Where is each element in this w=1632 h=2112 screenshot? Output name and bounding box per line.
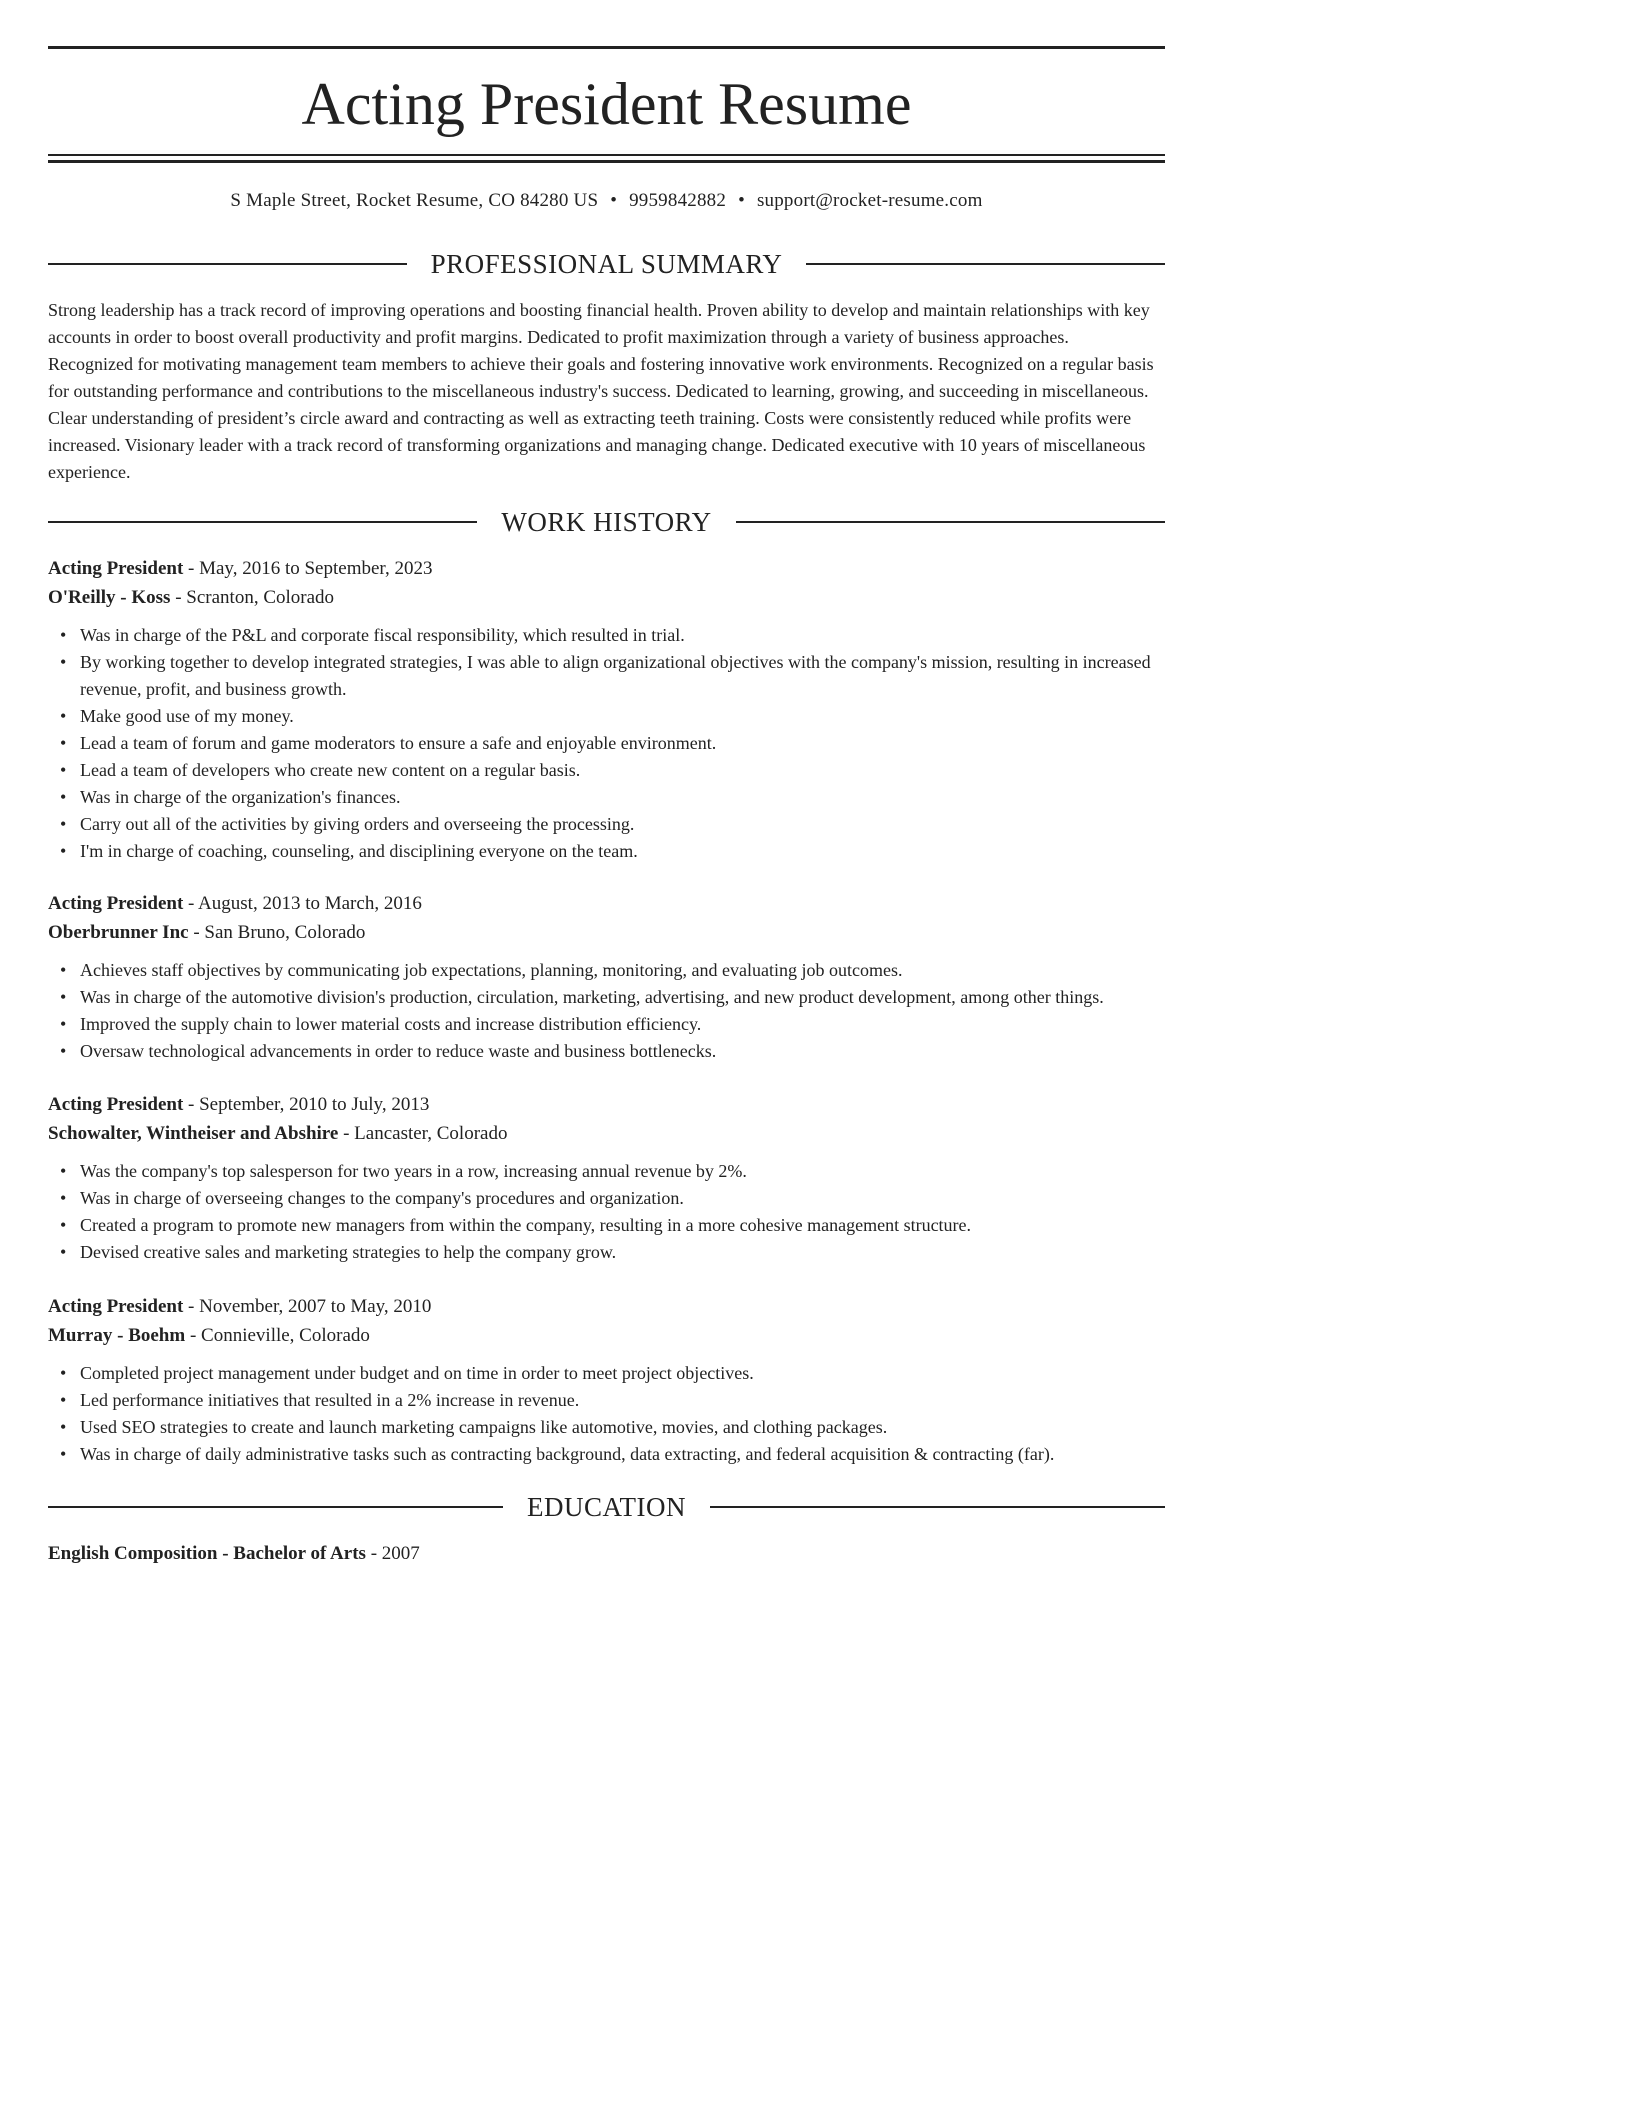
list-item bbox=[60, 811, 1165, 838]
list-item bbox=[60, 622, 1165, 649]
bullet-icon: • bbox=[60, 841, 67, 861]
bullet-text: Was in charge of daily administrative tasks such as contracting background, data extracting, and federal acquisition & contracting (far). bbox=[80, 1444, 1055, 1464]
list-item bbox=[60, 1387, 1165, 1414]
bullet-icon: • bbox=[60, 987, 67, 1007]
job-title: Acting President bbox=[48, 1296, 184, 1317]
bullet-text: Led performance initiatives that resulted in a 2% increase in revenue. bbox=[80, 1390, 580, 1410]
section-rule-left bbox=[48, 521, 477, 523]
job-location: - Scranton, Colorado bbox=[170, 586, 335, 608]
bullet-text: Was in charge of overseeing changes to the company's procedures and organization. bbox=[80, 1188, 684, 1208]
contact-phone: 9959842882 bbox=[629, 190, 727, 211]
list-item bbox=[60, 757, 1165, 784]
bullet-text: Was in charge of the organization's finances. bbox=[80, 787, 401, 807]
job-company-line bbox=[48, 1120, 1165, 1149]
section-title: PROFESSIONAL SUMMARY bbox=[430, 249, 783, 279]
bullet-text: Devised creative sales and marketing strategies to help the company grow. bbox=[80, 1242, 617, 1262]
contact-separator: • bbox=[738, 190, 745, 211]
list-item bbox=[60, 1414, 1165, 1441]
job-title: Acting President bbox=[48, 558, 184, 579]
job-company-line bbox=[48, 584, 1165, 613]
bullet-text: Was in charge of the P&L and corporate fiscal responsibility, which resulted in trial. bbox=[80, 625, 685, 645]
bullet-text: Carry out all of the activities by giving orders and overseeing the processing. bbox=[80, 814, 635, 834]
bullet-text: Was in charge of the automotive division's production, circulation, marketing, advertising, and new product development, among other things. bbox=[80, 987, 1104, 1007]
bullet-icon: • bbox=[60, 1363, 67, 1383]
list-item bbox=[60, 649, 1165, 703]
top-rule bbox=[48, 46, 1165, 49]
bullet-text: Improved the supply chain to lower material costs and increase distribution efficiency. bbox=[80, 1014, 702, 1034]
bullet-icon: • bbox=[60, 625, 67, 645]
list-item bbox=[60, 1360, 1165, 1387]
section-title: WORK HISTORY bbox=[501, 507, 712, 537]
education-entry bbox=[48, 1541, 1165, 1567]
bullet-icon: • bbox=[60, 814, 67, 834]
list-item bbox=[60, 838, 1165, 865]
contact-separator: • bbox=[610, 190, 618, 211]
job-bullet-list bbox=[48, 957, 1165, 1065]
job-dates: - September, 2010 to July, 2013 bbox=[183, 1094, 430, 1115]
job-company: Oberbrunner Inc bbox=[48, 921, 189, 943]
job-company: O'Reilly - Koss bbox=[48, 586, 171, 608]
job-title-line bbox=[48, 1293, 1165, 1322]
list-item bbox=[60, 703, 1165, 730]
job-company: Murray - Boehm bbox=[48, 1324, 186, 1346]
job-location: - Connieville, Colorado bbox=[185, 1324, 370, 1346]
list-item bbox=[60, 1158, 1165, 1185]
job-title-line bbox=[48, 890, 1165, 919]
job-title: Acting President bbox=[48, 893, 184, 914]
job-company: Schowalter, Wintheiser and Abshire bbox=[48, 1122, 339, 1144]
bullet-icon: • bbox=[60, 652, 67, 672]
bullet-text: Oversaw technological advancements in order to reduce waste and business bottlenecks. bbox=[80, 1041, 717, 1061]
list-item bbox=[60, 1212, 1165, 1239]
list-item bbox=[60, 730, 1165, 757]
job-entry bbox=[48, 1091, 1165, 1266]
job-entry bbox=[48, 1293, 1165, 1468]
bullet-text: Used SEO strategies to create and launch marketing campaigns like automotive, movies, and clothing packages. bbox=[80, 1417, 888, 1437]
education-degree: English Composition - Bachelor of Arts bbox=[48, 1543, 366, 1564]
section-heading-education bbox=[48, 1491, 1165, 1523]
bullet-text: Completed project management under budget and on time in order to meet project objectives. bbox=[80, 1363, 754, 1383]
list-item bbox=[60, 1011, 1165, 1038]
bullet-text: Achieves staff objectives by communicating job expectations, planning, monitoring, and evaluating job outcomes. bbox=[80, 960, 903, 980]
section-rule-left bbox=[48, 263, 407, 265]
bullet-icon: • bbox=[60, 960, 67, 980]
job-bullet-list bbox=[48, 1360, 1165, 1468]
bullet-text: I'm in charge of coaching, counseling, and disciplining everyone on the team. bbox=[80, 841, 638, 861]
job-dates: - November, 2007 to May, 2010 bbox=[183, 1296, 432, 1317]
list-item bbox=[60, 1038, 1165, 1065]
summary-paragraph: Strong leadership has a track record of improving operations and boosting financial health. Proven ability to develop and maintain relationships with key accounts in order to boost overall productivity and profit margins. Dedicated to profit maximization through a variety of business approaches. Recognized for motivating management team members to achieve their goals and fostering innovative work environments. Recognized on a regular basis for outstanding performance and contributions to the miscellaneous industry's success. Dedicated to learning, growing, and succeeding in miscellaneous. Clear understanding of president’s circle award and contracting as well as extracting teeth training. Costs were consistently reduced while profits were increased. Visionary leader with a track record of transforming organizations and managing change. Dedicated executive with 10 years of miscellaneous experience. bbox=[48, 300, 1154, 482]
section-rule-left bbox=[48, 1506, 503, 1508]
bullet-icon: • bbox=[60, 1161, 67, 1181]
list-item bbox=[60, 1185, 1165, 1212]
education-year: - 2007 bbox=[365, 1543, 420, 1564]
bullet-icon: • bbox=[60, 1417, 67, 1437]
job-bullet-list bbox=[48, 1158, 1165, 1266]
bullet-text: Lead a team of developers who create new content on a regular basis. bbox=[80, 760, 581, 780]
section-rule-right bbox=[736, 521, 1165, 523]
bullet-icon: • bbox=[60, 1041, 67, 1061]
job-title-line bbox=[48, 555, 1165, 584]
title-rule-upper bbox=[48, 154, 1165, 156]
bullet-icon: • bbox=[60, 1390, 67, 1410]
list-item bbox=[60, 957, 1165, 984]
bullet-icon: • bbox=[60, 1188, 67, 1208]
section-heading-work-history bbox=[48, 506, 1165, 538]
bullet-text: By working together to develop integrated strategies, I was able to align organizational objectives with the company's mission, resulting in increased revenue, profit, and business growth. bbox=[80, 652, 1151, 699]
bullet-text: Lead a team of forum and game moderators to ensure a safe and enjoyable environment. bbox=[80, 733, 717, 753]
bullet-text: Was the company's top salesperson for two years in a row, increasing annual revenue by 2%. bbox=[80, 1161, 747, 1181]
job-entry bbox=[48, 890, 1165, 1065]
job-entry bbox=[48, 555, 1165, 865]
page-title: Acting President Resume bbox=[301, 71, 912, 137]
job-location: - Lancaster, Colorado bbox=[338, 1122, 508, 1144]
bullet-text: Created a program to promote new managers from within the company, resulting in a more cohesive management structure. bbox=[80, 1215, 972, 1235]
job-location: - San Bruno, Colorado bbox=[188, 921, 366, 943]
job-title-line bbox=[48, 1091, 1165, 1120]
bullet-icon: • bbox=[60, 1242, 67, 1262]
job-bullet-list bbox=[48, 622, 1165, 865]
contact-email: support@rocket-resume.com bbox=[756, 190, 983, 211]
section-title: EDUCATION bbox=[527, 1492, 686, 1522]
bullet-icon: • bbox=[60, 1215, 67, 1235]
title-rule-lower bbox=[48, 160, 1165, 163]
section-heading-summary bbox=[48, 248, 1165, 280]
list-item bbox=[60, 984, 1165, 1011]
job-company-line bbox=[48, 1322, 1165, 1351]
bullet-icon: • bbox=[60, 787, 67, 807]
bullet-icon: • bbox=[60, 733, 67, 753]
bullet-icon: • bbox=[60, 706, 67, 726]
list-item bbox=[60, 1441, 1165, 1468]
contact-line bbox=[48, 189, 1165, 213]
bullet-icon: • bbox=[60, 1014, 67, 1034]
job-company-line bbox=[48, 919, 1165, 948]
section-rule-right bbox=[806, 263, 1165, 265]
job-dates: - May, 2016 to September, 2023 bbox=[183, 558, 433, 579]
list-item bbox=[60, 1239, 1165, 1266]
bullet-icon: • bbox=[60, 1444, 67, 1464]
bullet-text: Make good use of my money. bbox=[80, 706, 294, 726]
bullet-icon: • bbox=[60, 760, 67, 780]
contact-address: S Maple Street, Rocket Resume, CO 84280 US bbox=[230, 190, 599, 211]
list-item bbox=[60, 784, 1165, 811]
job-dates: - August, 2013 to March, 2016 bbox=[183, 893, 422, 914]
job-title: Acting President bbox=[48, 1094, 184, 1115]
section-rule-right bbox=[710, 1506, 1165, 1508]
